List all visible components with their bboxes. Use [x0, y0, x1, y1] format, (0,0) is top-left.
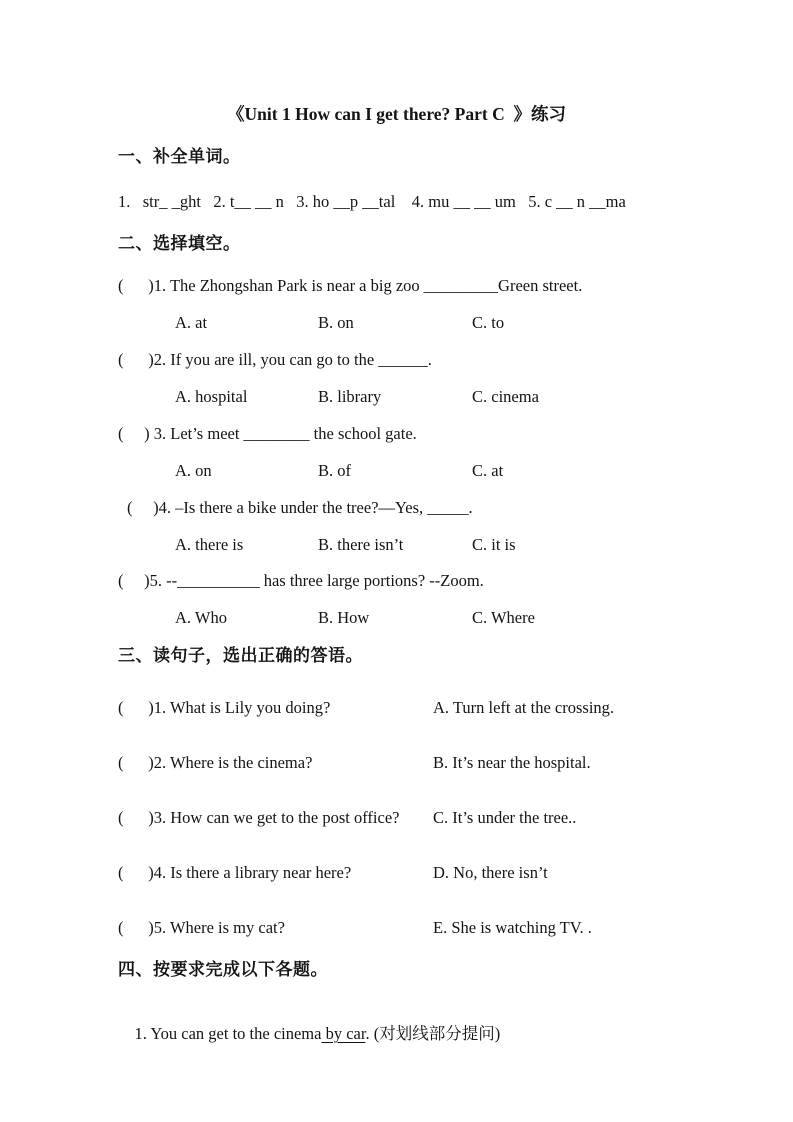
matching-question: ( )1. What is Lily you doing?	[118, 698, 331, 717]
option-c: C. at	[472, 461, 504, 480]
option-a: A. hospital	[175, 387, 248, 406]
matching-row-1	[118, 697, 758, 719]
matching-answer: B. It’s near the hospital.	[433, 753, 591, 772]
option-c: C. it is	[472, 535, 516, 554]
matching-answer: E. She is watching TV. .	[433, 918, 592, 937]
rewrite-underlined-phrase: by car	[321, 1024, 366, 1043]
section1-heading: 一、补全单词。	[118, 147, 241, 166]
option-a: A. on	[175, 461, 212, 480]
matching-question: ( )5. Where is my cat?	[118, 918, 285, 937]
rewrite-prefix: 1. You can get to the cinema	[134, 1024, 322, 1043]
section2-heading: 二、选择填空。	[118, 234, 241, 253]
mcq-options-row-3	[0, 460, 793, 482]
mcq-question-5: ( )5. --__________ has three large portions? --Zoom.	[118, 571, 484, 590]
rewrite-suffix: . (对划线部分提问)	[365, 1024, 501, 1043]
mcq-question-4: ( )4. –Is there a bike under the tree?—Yes, _____.	[127, 498, 473, 517]
section1-words-line: 1. str_ _ght 2. t__ __ n 3. ho __p __tal 4. mu __ __ um 5. c __ n __ma	[118, 192, 626, 211]
section3-heading: 三、读句子，选出正确的答语。	[118, 646, 363, 665]
option-c: C. Where	[472, 608, 535, 627]
matching-row-3	[118, 807, 758, 829]
option-b: B. of	[318, 461, 351, 480]
matching-question: ( )4. Is there a library near here?	[118, 863, 352, 882]
section4-heading: 四、按要求完成以下各题。	[118, 960, 328, 979]
rewrite-item-1	[118, 1001, 500, 1067]
option-a: A. there is	[175, 535, 244, 554]
mcq-options-row-5	[0, 607, 793, 629]
mcq-question-3: ( ) 3. Let’s meet ________ the school gate.	[118, 424, 417, 443]
matching-question: ( )2. Where is the cinema?	[118, 753, 313, 772]
mcq-options-row-4	[0, 534, 793, 556]
matching-row-2	[118, 752, 758, 774]
matching-answer: A. Turn left at the crossing.	[433, 698, 615, 717]
matching-question: ( )3. How can we get to the post office?	[118, 808, 400, 827]
matching-answer: D. No, there isn’t	[433, 863, 548, 882]
option-c: C. to	[472, 313, 505, 332]
option-b: B. on	[318, 313, 354, 332]
mcq-question-1: ( )1. The Zhongshan Park is near a big zoo _________Green street.	[118, 276, 583, 295]
page-title: 《Unit 1 How can I get there? Part C 》练习	[227, 104, 566, 124]
matching-row-4	[118, 862, 758, 884]
option-c: C. cinema	[472, 387, 539, 406]
option-b: B. there isn’t	[318, 535, 404, 554]
option-a: A. at	[175, 313, 208, 332]
mcq-question-2: ( )2. If you are ill, you can go to the ______.	[118, 350, 432, 369]
matching-row-5	[118, 917, 758, 939]
mcq-options-row-1	[0, 312, 793, 334]
option-b: B. library	[318, 387, 382, 406]
option-b: B. How	[318, 608, 370, 627]
mcq-options-row-2	[0, 386, 793, 408]
matching-answer: C. It’s under the tree..	[433, 808, 577, 827]
option-a: A. Who	[175, 608, 227, 627]
